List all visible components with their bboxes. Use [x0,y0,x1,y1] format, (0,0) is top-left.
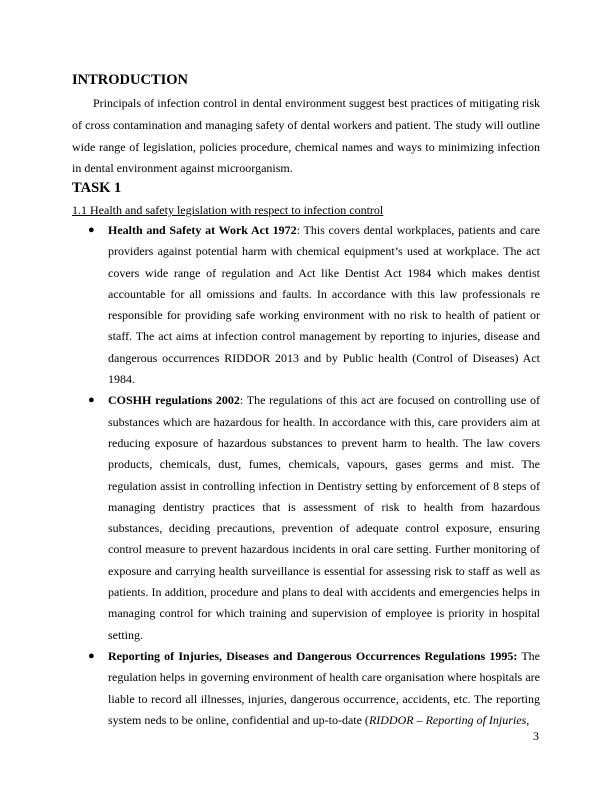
item-separator: : [296,223,304,237]
item-body: This covers dental workplaces, patients and care providers against potential harm with chemical equipment’s used at workplace. The act covers wide range of regulation and Act like Dentist Act 1984 which makes dentist accountable for all omissions and faults. In accordance with this law professionals re responsible for providing safe working environment with no risk to health of patient or staff. The act aims at infection control management by reporting to injuries, disease and dangerous occurrences RIDDOR 2013 and by Public health (Control of Diseases) Act 1984. [108,223,540,387]
page-number: 3 [533,729,539,743]
legislation-list [72,220,540,731]
item-body: The regulation helps in governing environment of health care organisation where hospitals are liable to record all illnesses, injuries, dangerous occurrence, accidents, etc. The reporting system neds to be online, confidential and up-to-date ( [108,648,540,727]
list-item [72,646,540,731]
bullet-icon: ● [88,649,95,662]
introduction-heading: INTRODUCTION [72,72,189,88]
item-italic-citation: RIDDOR – Reporting of Injuries, [368,712,530,727]
list-item [72,390,540,646]
bullet-icon: ● [88,394,95,407]
item-title: Health and Safety at Work Act 1972 [108,223,297,237]
item-body: The regulations of this act are focused on controlling use of substances which are hazardous for health. In accordance with this, care providers aim at reducing exposure of hazardous substances to prevent harm to health. The law covers products, chemicals, dust, fumes, chemicals, vapours, gases germs and mist. The regulation assist in controlling infection in Dentistry setting by enforcement of 8 steps of managing dentistry practices that is assessment of risk to health from hazardous substances, deciding precautions, prevention of adequate control exposure, ensuring control measure to prevent hazardous incidents in oral care setting. Further monitoring of exposure and carrying health surveillance is essential for assessing risk to staff as well as patients. In addition, procedure and plans to deal with accidents and emergencies helps in managing control for which training and supervision of employee is priority in hospital setting. [108,393,540,642]
item-title: COSHH regulations 2002 [108,393,240,408]
item-separator: : [239,393,247,408]
introduction-paragraph: Principals of infection control in dental environment suggest best practices of mitigating risk of cross contamination and managing safety of dental workers and patient. The study will outline wide range of legislation, policies procedure, chemical names and ways to minimizing infection in dental environment against microorganism. [72,96,540,176]
section-subheading: 1.1 Health and safety legislation with respect to infection control [72,203,384,217]
task-heading: TASK 1 [72,180,122,196]
bullet-icon: ● [88,224,95,236]
list-item [72,220,540,390]
item-title: Reporting of Injuries, Diseases and Dangerous Occurrences Regulations 1995: [108,648,518,663]
